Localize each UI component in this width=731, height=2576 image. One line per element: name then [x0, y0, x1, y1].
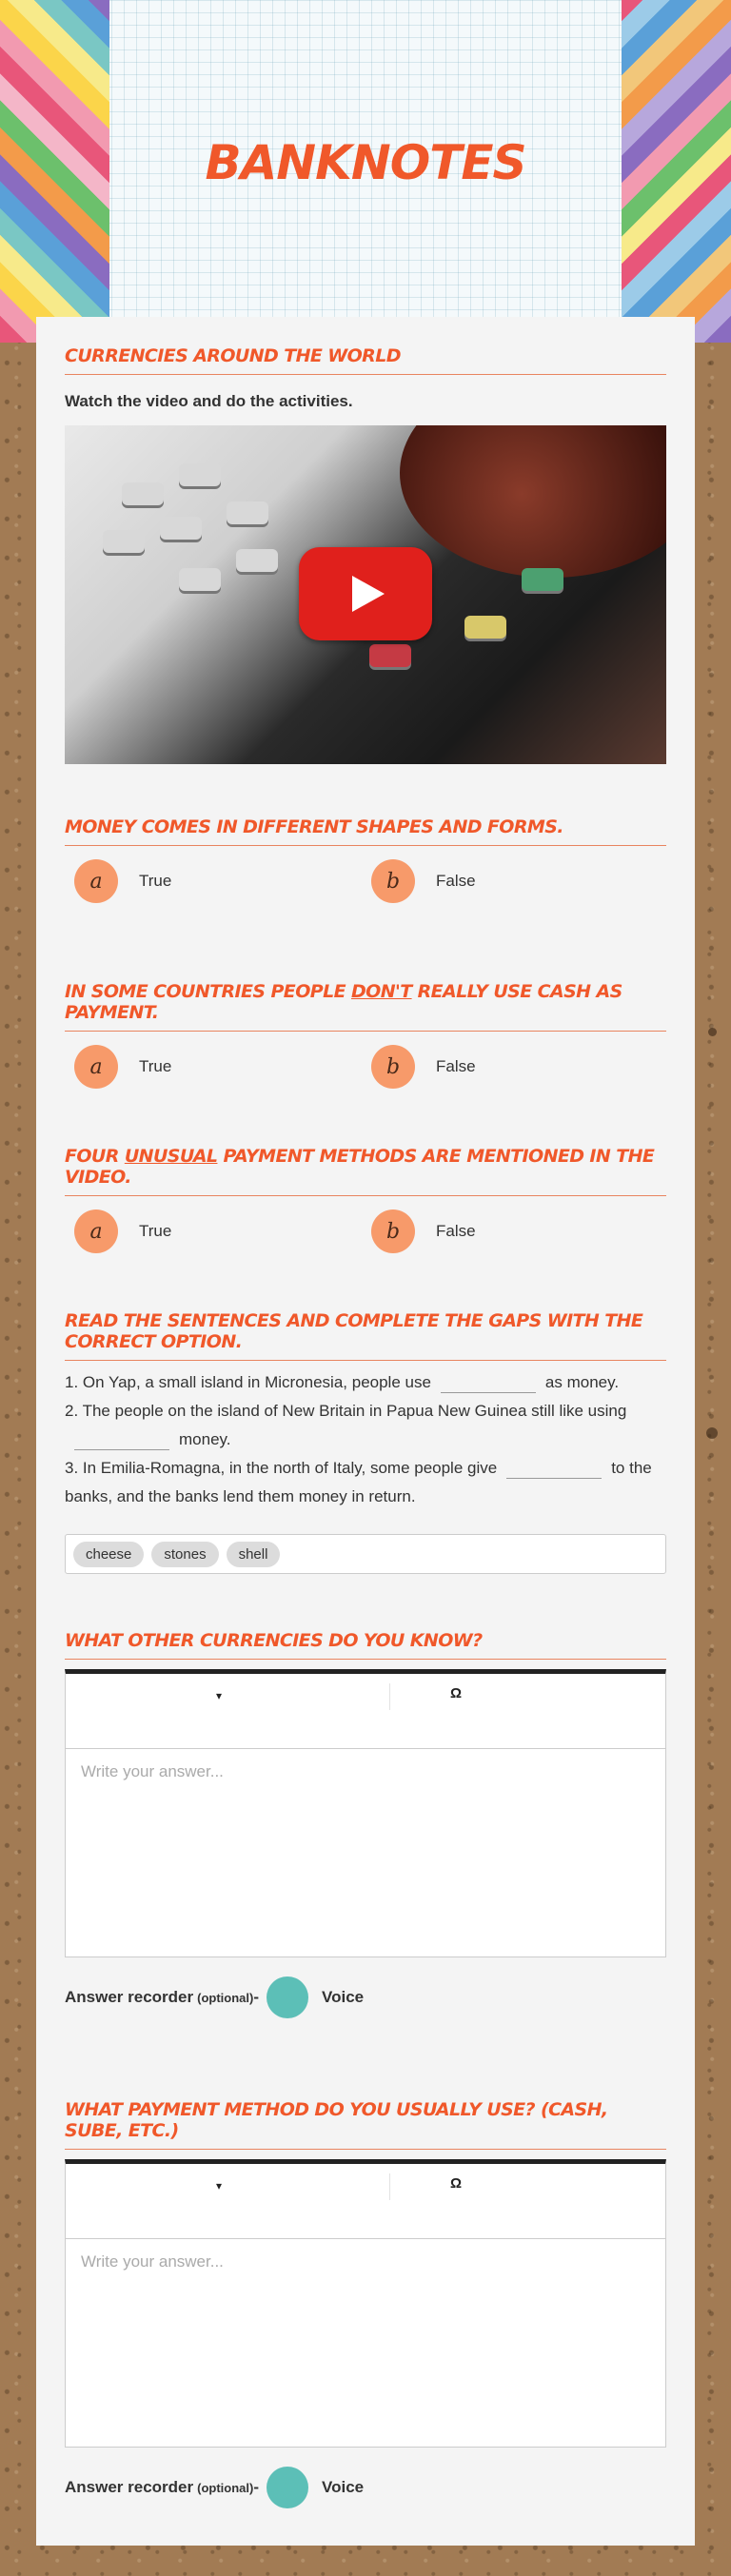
title-part: IN SOME COUNTRIES PEOPLE [65, 981, 351, 1002]
special-character-icon[interactable]: Ω [450, 2175, 463, 2192]
option-false[interactable] [371, 859, 476, 903]
title-underlined: UNUSUAL [124, 1146, 218, 1167]
sentence-text: 3. In Emilia-Romagna, in the north of Italy, some people give [65, 1459, 498, 1477]
option-false[interactable] [371, 1209, 476, 1253]
options-group [65, 859, 666, 916]
sentence-text: 2. The people on the island of New Britain in Papua New Guinea still like using [65, 1402, 627, 1420]
recorder-optional: (optional) [197, 1990, 254, 2005]
option-badge-b: b [371, 859, 415, 903]
video-thumbnail-key [227, 501, 268, 524]
special-character-icon[interactable]: Ω [450, 1685, 463, 1701]
question-title: READ THE SENTENCES AND COMPLETE THE GAPS WITH THE CORRECT OPTION. [65, 1310, 666, 1361]
answer-recorder [65, 2467, 666, 2508]
sentence-text: money. [179, 1430, 231, 1448]
instruction-text: Watch the video and do the activities. [65, 392, 353, 410]
answer-recorder [65, 1976, 666, 2018]
word-chip-shell[interactable]: shell [227, 1542, 281, 1567]
option-label: True [139, 1057, 172, 1075]
toolbar-divider [389, 2173, 390, 2200]
ink-splash [708, 1028, 717, 1036]
gap-drop-zone[interactable] [74, 1430, 169, 1450]
format-dropdown-icon[interactable]: ▾ [216, 2179, 223, 2193]
question-title: WHAT PAYMENT METHOD DO YOU USUALLY USE? (CASH, SUBE, ETC.) [65, 2099, 666, 2150]
editor-toolbar [66, 1674, 665, 1749]
answer-textarea[interactable]: Write your answer... [81, 2252, 224, 2271]
question-title: MONEY COMES IN DIFFERENT SHAPES AND FORMS. [65, 816, 666, 846]
video-thumbnail-key [122, 482, 164, 505]
option-badge-a: a [74, 1209, 118, 1253]
recorder-dash: - [253, 1988, 260, 2006]
video-thumbnail-key [179, 463, 221, 486]
header-banner [0, 0, 731, 343]
options-group [65, 1045, 666, 1102]
gap-drop-zone[interactable] [441, 1373, 536, 1393]
option-badge-a: a [74, 1045, 118, 1089]
answer-textarea[interactable]: Write your answer... [81, 1762, 224, 1780]
video-thumbnail-key [369, 644, 411, 667]
question-1 [65, 816, 666, 916]
video-player[interactable] [65, 425, 666, 764]
word-chip-stones[interactable]: stones [151, 1542, 218, 1567]
format-dropdown-icon[interactable]: ▾ [216, 1689, 223, 1702]
section-currencies [65, 345, 666, 411]
video-thumbnail-key [103, 530, 145, 553]
option-label: False [436, 1057, 476, 1075]
recorder-label: Answer recorder [65, 2478, 194, 2496]
option-label: True [139, 872, 172, 890]
sentence-text: 1. On Yap, a small island in Micronesia, people use [65, 1373, 431, 1391]
option-label: True [139, 1222, 172, 1240]
option-badge-a: a [74, 859, 118, 903]
recorder-label: Answer recorder [65, 1988, 194, 2006]
title-underlined: DON'T [350, 981, 412, 1002]
question-title [65, 981, 666, 1032]
options-group [65, 1209, 666, 1267]
section-title: CURRENCIES AROUND THE WORLD [65, 345, 666, 375]
video-thumbnail-key [160, 517, 202, 540]
voice-label: Voice [322, 2478, 365, 2496]
gap-drop-zone[interactable] [506, 1459, 602, 1479]
option-badge-b: b [371, 1045, 415, 1089]
option-label: False [436, 1222, 476, 1240]
question-2 [65, 981, 666, 1102]
voice-record-button[interactable] [267, 2467, 308, 2508]
title-part: PAYMENT METHODS ARE MENTIONED IN THE VIDEO. [65, 1146, 655, 1188]
sentence-text: to the banks, and the banks lend them money in return. [65, 1459, 652, 1505]
option-true[interactable] [74, 1045, 171, 1089]
content-panel [36, 317, 695, 2546]
answer-editor [65, 2159, 666, 2448]
sentence-1 [65, 1368, 666, 1397]
sentence-3 [65, 1454, 666, 1511]
word-bank [65, 1534, 666, 1574]
video-thumbnail-key [179, 568, 221, 591]
title-part: FOUR [65, 1146, 125, 1167]
recorder-optional: (optional) [197, 2480, 254, 2495]
option-badge-b: b [371, 1209, 415, 1253]
video-thumbnail-key [522, 568, 563, 591]
gap-fill-activity [65, 1310, 666, 1574]
title-part: REALLY USE CASH AS PAYMENT. [65, 981, 622, 1023]
answer-editor [65, 1669, 666, 1957]
play-button[interactable] [299, 547, 432, 640]
video-thumbnail-key [464, 616, 506, 639]
video-thumbnail-finger [400, 425, 666, 578]
recorder-dash: - [253, 2478, 260, 2496]
question-title [65, 1146, 666, 1196]
editor-toolbar [66, 2164, 665, 2239]
option-label: False [436, 872, 476, 890]
word-chip-cheese[interactable]: cheese [73, 1542, 144, 1567]
page-title: BANKNOTES [205, 135, 526, 190]
option-false[interactable] [371, 1045, 476, 1089]
question-3 [65, 1146, 666, 1267]
question-payment-method [65, 2099, 666, 2508]
voice-label: Voice [322, 1988, 365, 2006]
option-true[interactable] [74, 859, 171, 903]
ink-splash [706, 1427, 718, 1439]
option-true[interactable] [74, 1209, 171, 1253]
sentence-2 [65, 1397, 666, 1454]
voice-record-button[interactable] [267, 1976, 308, 2018]
sentences [65, 1368, 666, 1511]
question-other-currencies [65, 1630, 666, 2018]
sentence-text: as money. [544, 1373, 620, 1391]
question-title: WHAT OTHER CURRENCIES DO YOU KNOW? [65, 1630, 666, 1660]
toolbar-divider [389, 1683, 390, 1710]
video-thumbnail-key [236, 549, 278, 572]
